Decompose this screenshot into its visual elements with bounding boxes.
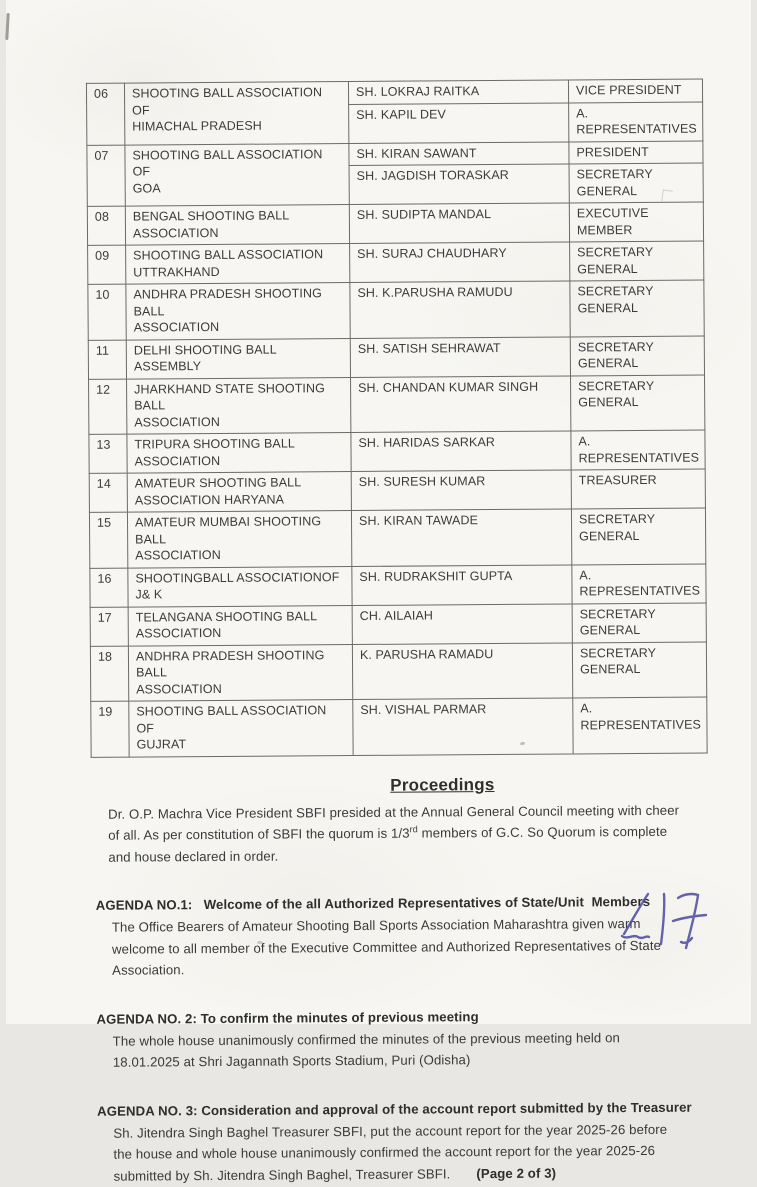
agenda-1-body: The Office Bearers of Amateur Shooting Ball Sports Association Maharashtra given warm welcome to all member of the Executive Committee and Authorized Representatives of State Association. [111, 916, 662, 978]
table-row [88, 336, 704, 379]
paragraph-text: Dr. O.P. Machra Vice President SBFI presided at the Annual General Council meeting with cheer of all. As per constitution of SBFI the quorum is 1/3 [108, 802, 680, 843]
table-row [89, 508, 705, 568]
representative-cell: SH. VISHAL PARMAR [353, 698, 573, 755]
position-cell: PRESIDENT [569, 141, 703, 164]
members-table [86, 79, 708, 758]
ordinal-superscript: rd [409, 824, 418, 835]
table-row [89, 430, 705, 473]
position-cell: A. REPRESENTATIVES [573, 697, 707, 753]
association-cell: ANDHRA PRADESH SHOOTING BALL ASSOCIATION [128, 644, 352, 701]
representative-cell: SH. SURESH KUMAR [351, 470, 571, 511]
serial-cell: 09 [88, 245, 126, 284]
association-cell: SHOOTING BALL ASSOCIATION OF GUJRAT [129, 700, 353, 757]
table-row [90, 564, 706, 607]
position-cell: VICE PRESIDENT [568, 79, 702, 102]
association-cell: JHARKHAND STATE SHOOTING BALL ASSOCIATION [127, 377, 351, 434]
serial-cell: 19 [91, 701, 129, 757]
association-cell: SHOOTING BALL ASSOCIATION OF HIMACHAL PRADESH [124, 82, 348, 145]
pen-mark-artifact [661, 189, 673, 202]
representative-cell: SH. CHANDAN KUMAR SINGH [351, 375, 571, 432]
association-cell: AMATEUR MUMBAI SHOOTING BALL ASSOCIATION [127, 511, 351, 568]
representative-cell: SH. RUDRAKSHIT GUPTA [352, 564, 572, 605]
position-cell: SECRETARY GENERAL [570, 336, 704, 376]
position-cell: A. REPRESENTATIVES [569, 102, 703, 142]
paragraph-text: members of G.C. So Quorum is complete and house declared in order. [108, 823, 668, 865]
serial-cell: 17 [90, 607, 128, 646]
association-cell: AMATEUR SHOOTING BALL ASSOCIATION HARYANA [127, 472, 351, 513]
table-row [88, 280, 704, 340]
representative-cell: CH. AILAIAH [352, 603, 572, 644]
representative-cell: SH. LOKRAJ RAITKA [348, 80, 568, 104]
association-cell: BENGAL SHOOTING BALL ASSOCIATION [125, 205, 349, 246]
table-row [91, 697, 707, 757]
agenda-2-heading: AGENDA NO. 2: To confirm the minutes of previous meeting [96, 1008, 479, 1027]
agenda-1-heading: AGENDA NO.1: Welcome of the all Authorized Representatives of State/Unit Members [95, 893, 651, 913]
position-cell: SECRETARY GENERAL [570, 280, 704, 336]
association-cell: TRIPURA SHOOTING BALL ASSOCIATION [127, 433, 351, 474]
document-content [5, 0, 757, 1187]
position-cell: EXECUTIVE MEMBER [569, 202, 703, 242]
scanned-document-page [6, 0, 751, 1184]
representative-cell: SH. JAGDISH TORASKAR [349, 164, 569, 205]
table-row [88, 241, 704, 284]
proceedings-heading: Proceedings [390, 774, 495, 795]
representative-cell: SH. KIRAN TAWADE [351, 509, 571, 566]
page-number-label: (Page 2 of 3) [476, 1165, 557, 1181]
serial-cell: 15 [89, 512, 127, 568]
agenda-3-body [113, 1118, 682, 1186]
paragraph-text: Sh. Jitendra Singh Baghel Treasurer SBFI, put the account report for the year 2025-26 before the house and whole house unanimously confirmed the account report for the year 2025-26 submitted by Sh. Jitendra Singh Baghel, Treasurer SBFI. [113, 1121, 668, 1184]
position-cell: SECRETARY GENERAL [571, 375, 705, 431]
serial-cell: 13 [89, 434, 127, 473]
agenda-2-body: The whole house unanimously confirmed the minutes of the previous meeting held on 18.01.2025 at Shri Jagannath Sports Stadium, Puri (Odisha) [112, 1029, 621, 1070]
table-row [90, 603, 706, 646]
representative-cell: SH. SURAJ CHAUDHARY [350, 242, 570, 283]
representative-cell: K. PARUSHA RAMADU [352, 642, 572, 699]
position-cell: SECRETARY GENERAL [570, 241, 704, 281]
serial-cell: 11 [88, 340, 126, 379]
serial-cell: 08 [87, 206, 125, 245]
position-cell: A. REPRESENTATIVES [571, 430, 705, 470]
serial-cell: 12 [89, 379, 127, 435]
association-cell: SHOOTING BALL ASSOCIATION UTTRAKHAND [126, 244, 350, 285]
serial-cell: 07 [87, 145, 125, 207]
serial-cell: 16 [90, 568, 128, 607]
agenda-item-3 [13, 1096, 757, 1187]
representative-cell: SH. SUDIPTA MANDAL [349, 203, 569, 244]
representative-cell: SH. KIRAN SAWANT [349, 141, 569, 165]
serial-cell: 06 [86, 83, 124, 145]
position-cell: A. REPRESENTATIVES [572, 564, 706, 604]
position-cell: SECRETARY GENERAL [572, 642, 706, 698]
position-cell: SECRETARY GENERAL [569, 163, 703, 203]
representative-cell: SH. KAPIL DEV [349, 102, 569, 143]
representative-cell: SH. SATISH SEHRAWAT [350, 336, 570, 377]
serial-cell: 10 [88, 284, 126, 340]
table-row [89, 375, 705, 435]
association-cell: ANDHRA PRADESH SHOOTING BALL ASSOCIATION [126, 283, 350, 340]
table-row [87, 202, 703, 245]
association-cell: TELANGANA SHOOTING BALL ASSOCIATION [128, 605, 352, 646]
proceedings-paragraph [108, 799, 684, 868]
association-cell: SHOOTINGBALL ASSOCIATIONOF J& K [128, 566, 352, 607]
position-cell: SECRETARY GENERAL [572, 603, 706, 643]
position-cell: TREASURER [571, 469, 705, 509]
association-cell: SHOOTING BALL ASSOCIATION OF GOA [125, 143, 349, 206]
serial-cell: 18 [90, 646, 128, 702]
table-row [90, 642, 706, 702]
association-cell: DELHI SHOOTING BALL ASSEMBLY [126, 338, 350, 379]
table-row [89, 469, 705, 512]
agenda-3-heading: AGENDA NO. 3: Consideration and approval of the account report submitted by the Treasurer [97, 1099, 692, 1119]
representative-cell: SH. HARIDAS SARKAR [351, 431, 571, 472]
representative-cell: SH. K.PARUSHA RAMUDU [350, 281, 570, 338]
handwritten-signature [618, 884, 722, 958]
agenda-item-2 [12, 1004, 757, 1074]
scan-speck [257, 941, 263, 944]
serial-cell: 14 [89, 473, 127, 512]
position-cell: SECRETARY GENERAL [571, 508, 705, 564]
